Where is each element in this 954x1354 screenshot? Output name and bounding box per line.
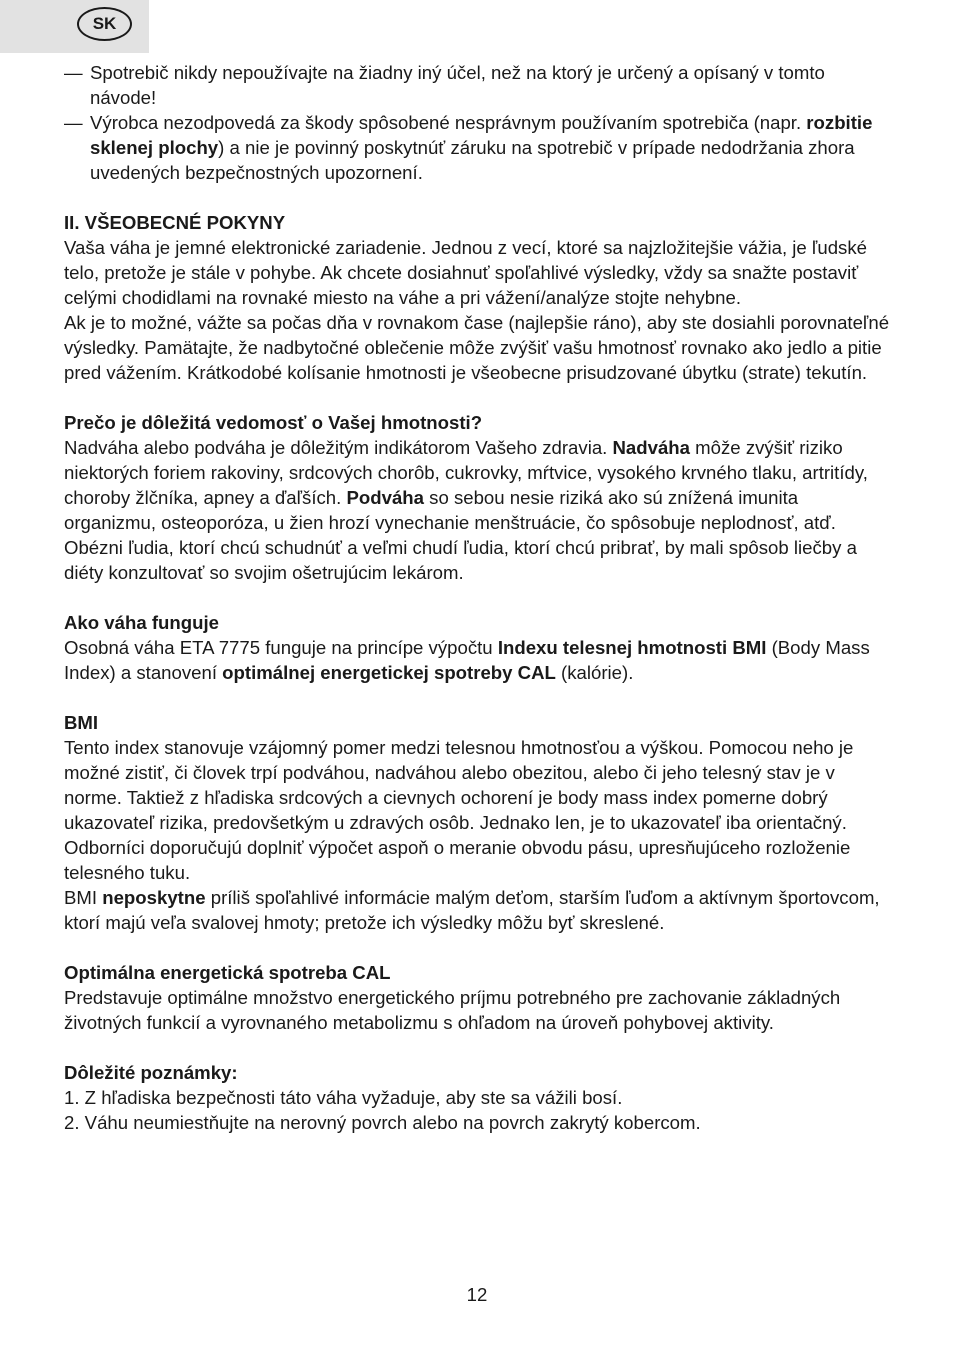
text-run: (Body Mass Index) a stanovení	[64, 637, 870, 683]
paragraph	[64, 435, 894, 535]
bold-text: Indexu telesnej hmotnosti BMI	[497, 637, 767, 658]
bold-text: rozbitie sklenej plochy	[90, 112, 873, 158]
paragraph: Vaša váha je jemné elektronické zariadenie. Jednou z vecí, ktoré sa najzložitejšie vážia, je ľudské telo, pretože je stále v pohybe. Ak chcete dosiahnuť spoľahlivé výsledky, vždy sa snažte postaviť celými chodidlami na rovnaké miesto na váhe a pri vážení/analýze stojte nehybne.	[64, 237, 867, 308]
page-number: 12	[466, 1284, 488, 1305]
document-body	[64, 60, 894, 1135]
paragraph: Predstavuje optimálne množstvo energetického príjmu potrebného pre zachovanie základných životných funkcií a vyrovnaného metabolizmu s ohľadom na úroveň pohybovej aktivity.	[64, 987, 841, 1033]
paragraph: Obézni ľudia, ktorí chcú schudnúť a veľmi chudí ľudia, ktorí chcú pribrať, by mali spôsob liečby a diéty konzultovať so svojim ošetrujúcim lekárom.	[64, 537, 857, 583]
dash-marker: —	[64, 62, 83, 83]
paragraph: Tento index stanovuje vzájomný pomer medzi telesnou hmotnosťou a výškou. Pomocou neho je možné zistiť, či človek trpí podváhou, nadváhou alebo obezitou, alebo či jeho telesný stav je v norme. Taktiež z hľadiska srdcových a cievnych ochorení je body mass index pomerne dobrý ukazovateľ rizika, predovšetkým u zdravých osôb. Jednako len, je to ukazovateľ iba orientačný. Odborníci doporučujú doplniť výpočet aspoň o meranie obvodu pásu, upresňujúceho rozloženie telesného tuku.	[64, 737, 854, 883]
text-run: Nadváha alebo podváha je dôležitým indikátorom Vašeho zdravia.	[64, 437, 613, 458]
paragraph	[64, 885, 894, 935]
note-item: 2. Váhu neumiestňujte na nerovný povrch alebo na povrch zakrytý kobercom.	[64, 1112, 701, 1133]
warning-item	[64, 60, 894, 110]
section-heading-general: II. VŠEOBECNÉ POKYNY	[64, 212, 286, 233]
section-heading-cal: Optimálna energetická spotreba CAL	[64, 962, 391, 983]
bold-text: optimálnej energetickej spotreby CAL	[222, 662, 556, 683]
section-heading-why: Prečo je dôležitá vedomosť o Vašej hmotnosti?	[64, 412, 483, 433]
language-badge: SK	[77, 7, 132, 41]
text-run: Spotrebič nikdy nepoužívajte na žiadny iný účel, než na ktorý je určený a opísaný v tomto návode!	[90, 62, 825, 108]
warning-text	[90, 110, 894, 185]
paragraph	[64, 635, 894, 685]
section-heading-notes: Dôležité poznámky:	[64, 1062, 238, 1083]
note-item: 1. Z hľadiska bezpečnosti táto váha vyžaduje, aby ste sa vážili bosí.	[64, 1087, 623, 1108]
language-tab	[0, 0, 149, 53]
bold-text: Nadváha	[612, 437, 691, 458]
text-run: BMI	[64, 887, 103, 908]
section-heading-how: Ako váha funguje	[64, 612, 219, 633]
text-run: (kalórie).	[555, 662, 634, 683]
text-run: príliš spoľahlivé informácie malým deťom, starším ľuďom a aktívnym športovcom, ktorí majú veľa svalovej hmoty; pretože ich výsledky môžu byť skreslené.	[64, 887, 880, 933]
text-run: môže zvýšiť riziko niektorých foriem rakoviny, srdcových chorôb, cukrovky, mŕtvice, vysokého krvného tlaku, artritídy, choroby žlčníka, apney a ďaľších.	[64, 437, 868, 508]
bold-text: Podváha	[346, 487, 424, 508]
dash-marker: —	[64, 112, 83, 133]
warning-text	[90, 60, 894, 110]
text-run: Výrobca nezodpovedá za škody spôsobené nesprávnym používaním spotrebiča (napr.	[90, 112, 807, 133]
text-run: Osobná váha ETA 7775 funguje na princípe výpočtu	[64, 637, 498, 658]
section-heading-bmi: BMI	[64, 712, 99, 733]
warning-item	[64, 110, 894, 185]
paragraph: Ak je to možné, vážte sa počas dňa v rovnakom čase (najlepšie ráno), aby ste dosiahli porovnateľné výsledky. Pamätajte, že nadbytočné oblečenie môže zvýšiť vašu hmotnosť rovnako ako jedlo a pitie pred vážením. Krátkodobé kolísanie hmotnosti je všeobecne prisudzované úbytku (strate) tekutín.	[64, 312, 890, 383]
bold-text: neposkytne	[102, 887, 206, 908]
text-run: so sebou nesie riziká ako sú znížená imunita organizmu, osteoporóza, u žien hrozí vynechanie menštruácie, čo spôsobuje neplodnosť, atď.	[64, 487, 836, 533]
text-run: ) a nie je povinný poskytnúť záruku na spotrebič v prípade nedodržania zhora uvedených bezpečnostných upozornení.	[90, 137, 855, 183]
